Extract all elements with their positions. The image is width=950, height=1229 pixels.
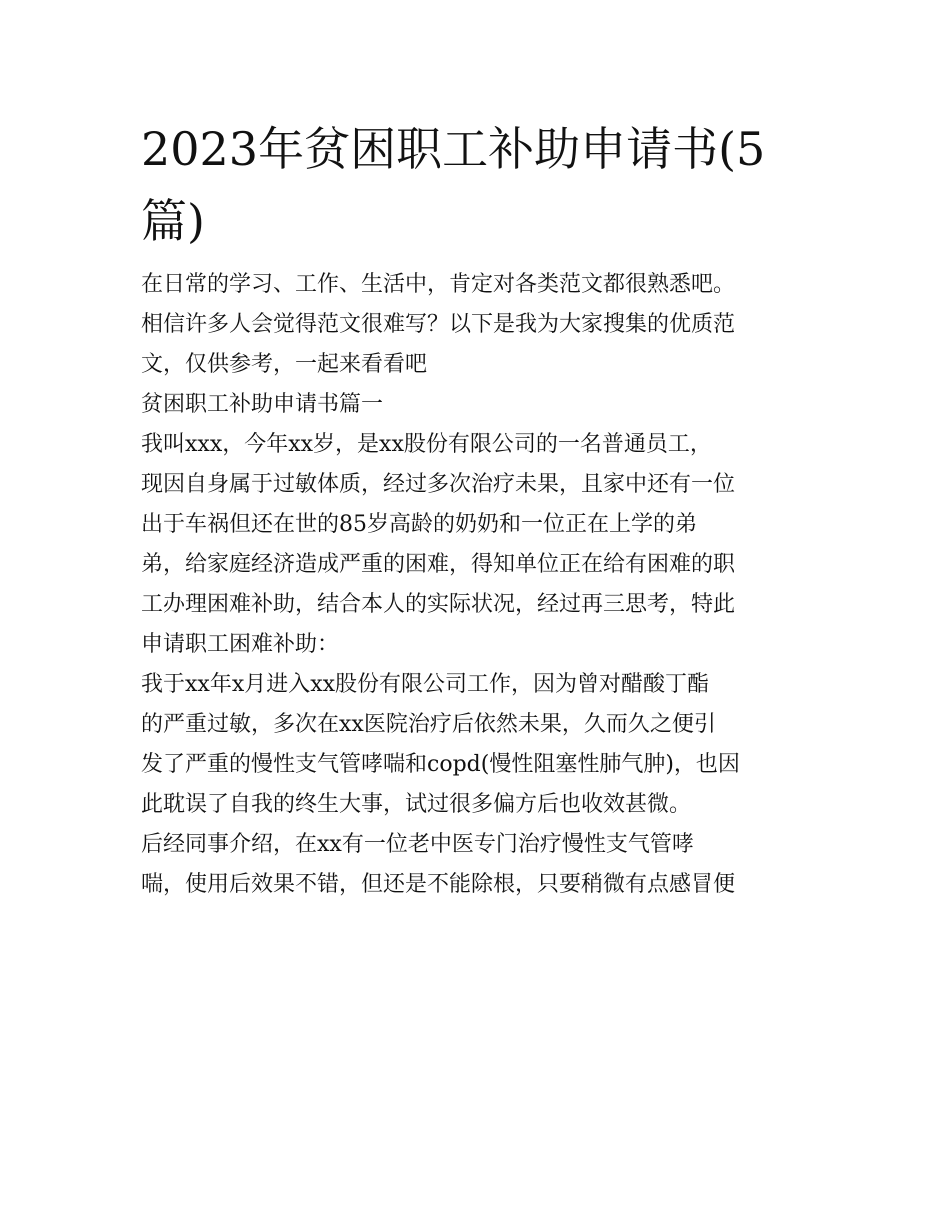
body-paragraph-2: 我于xx年x月进入xx股份有限公司工作，因为曾对醋酸丁酯 的严重过敏，多次在xx医院治疗后依然未果，久而久之便引 发了严重的慢性支气管哮喘和copd(慢性阻塞性肺气肿)，也因 此耽误了自我的终生大事，试过很多偏方后也收效甚微。 bbox=[141, 672, 740, 817]
body-paragraph-3: 后经同事介绍，在xx有一位老中医专门治疗慢性支气管哮 喘，使用后效果不错，但还是不能除根，只要稍微有点感冒便 bbox=[141, 832, 736, 897]
section-heading: 贫困职工补助申请书篇一 bbox=[141, 392, 384, 417]
document-body bbox=[141, 113, 821, 905]
document-title: 2023年贫困职工补助申请书(5篇) bbox=[141, 122, 766, 248]
body-paragraph-1: 我叫xxx，今年xx岁，是xx股份有限公司的一名普通员工， 现因自身属于过敏体质，经过多次治疗未果，且家中还有一位 出于车祸但还在世的85岁高龄的奶奶和一位正在上学的弟 弟，给家庭经济造成严重的困难，得知单位正在给有困难的职 工办理困难补助，结合本人的实际状况，经过再三思考，特此 申请职工困难补助： bbox=[141, 432, 736, 657]
intro-paragraph: 在日常的学习、工作、生活中，肯定对各类范文都很熟悉吧。 相信许多人会觉得范文很难写？以下是我为大家搜集的优质范 文，仅供参考，一起来看看吧 bbox=[141, 272, 736, 377]
